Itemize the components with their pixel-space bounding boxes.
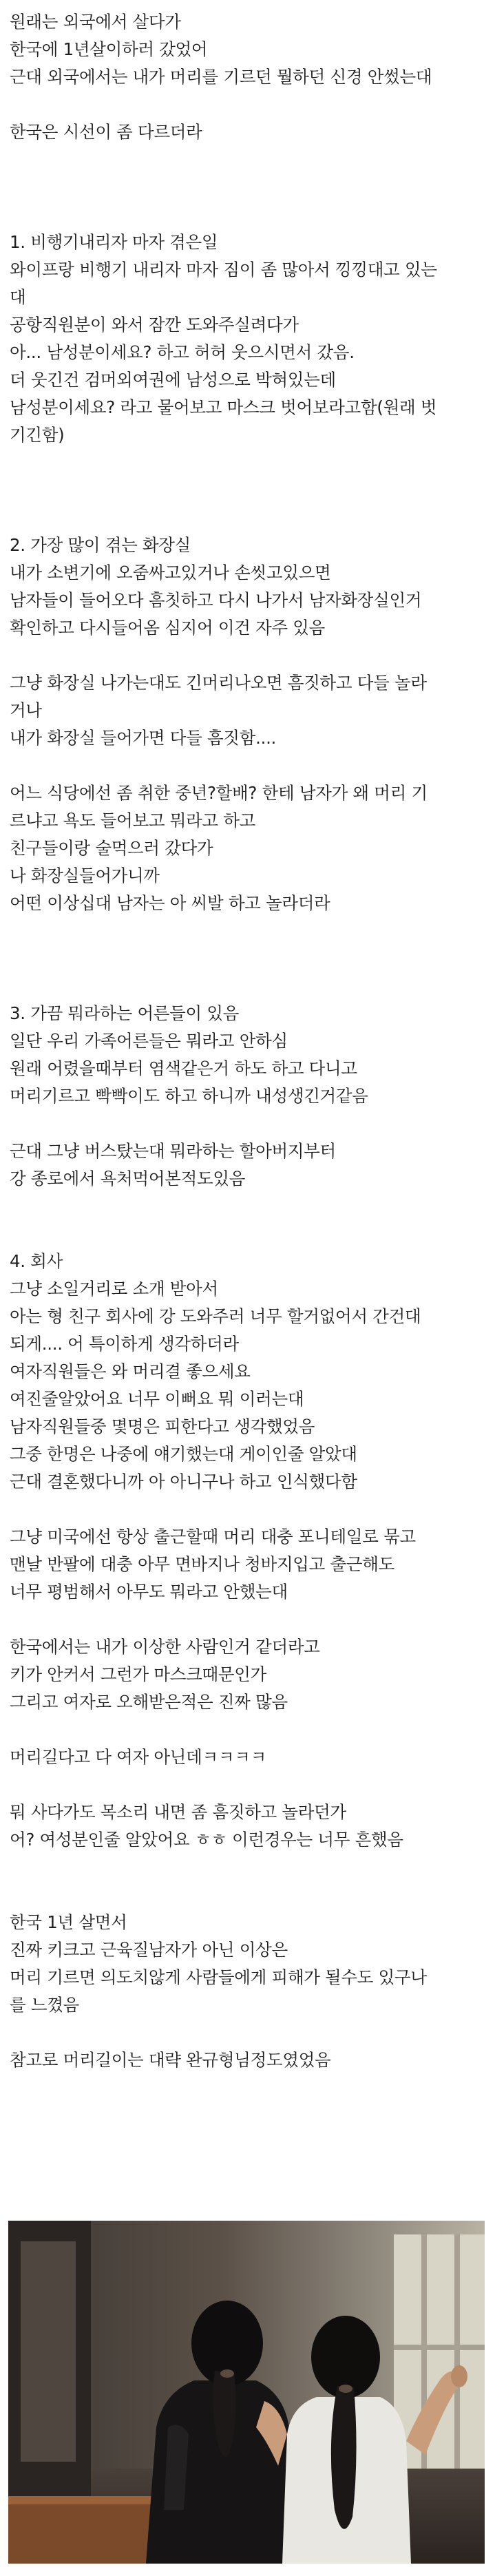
text-line: 머리 기르면 의도치않게 사람들에게 피해가 될수도 있구나 (10, 1967, 427, 1987)
text-line: 강 종로에서 욕처먹어본적도있음 (10, 1169, 246, 1188)
text-line: 내가 소변기에 오줌싸고있거나 손씻고있으면 (10, 563, 331, 583)
blank-line (10, 1771, 495, 1799)
text-line: 그냥 소일거리로 소개 받아서 (10, 1279, 218, 1299)
attached-photo (8, 2221, 485, 2564)
blank-line (10, 1606, 495, 1633)
blank-line (10, 945, 495, 972)
blank-line (10, 1110, 495, 1138)
blank-line (10, 1854, 495, 1881)
text-line: 한국 1년 살면서 (10, 1912, 127, 1932)
text-line: 너무 평범해서 아무도 뭐라고 안했는대 (10, 1582, 288, 1602)
text-line: 한국에서는 내가 이상한 사람인거 같더라고 (10, 1637, 320, 1657)
text-line: 머리기르고 빡빡이도 하고 하니까 내성생긴거같음 (10, 1086, 368, 1106)
blank-line (10, 91, 495, 118)
section-heading: 2. 가장 많이 겪는 화장실 (10, 535, 191, 555)
text-line: 키가 안커서 그런가 마스크때문인가 (10, 1664, 266, 1684)
blank-line (10, 1716, 495, 1743)
text-line: 를 느꼈음 (10, 1995, 79, 2015)
blank-line (10, 477, 495, 504)
text-line: 머리길다고 다 여자 아닌데ㅋㅋㅋㅋ (10, 1747, 266, 1767)
text-line: 거나 (10, 700, 42, 720)
text-line: 근대 외국에서는 내가 머리를 기르던 뭘하던 신경 안썼는대 (10, 67, 432, 87)
text-line: 와이프랑 비행기 내리자 마자 짐이 좀 많아서 낑낑대고 있는 (10, 260, 437, 280)
text-line: 공항직원분이 와서 잠깐 도와주실려다가 (10, 315, 299, 335)
text-line: 그중 한명은 나중에 얘기했는대 게이인줄 알았대 (10, 1444, 357, 1464)
text-line: 여진줄알았어요 너무 이뻐요 뭐 이러는대 (10, 1389, 304, 1409)
blank-line (10, 1496, 495, 1523)
blank-line (10, 1193, 495, 1220)
text-line: 남성분이세요? 라고 물어보고 마스크 벗어보라고함(원래 벗 (10, 397, 437, 417)
text-line: 남자직원들중 몇명은 피한다고 생각했었음 (10, 1416, 315, 1436)
text-line: 여자직원들은 와 머리결 좋으세요 (10, 1361, 251, 1381)
section-heading: 4. 회사 (10, 1251, 63, 1271)
text-line: 더 웃긴건 검머외여권에 남성으로 박혀있는데 (10, 370, 336, 390)
text-line: 그냥 화장실 나가는대도 긴머리나오면 흠짓하고 다들 놀라 (10, 673, 427, 693)
text-line: 나 화장실들어가니까 (10, 866, 160, 886)
text-line: 맨날 반팔에 대충 아무 면바지나 청바지입고 출근해도 (10, 1554, 394, 1574)
text-line: 뭐 사다가도 목소리 내면 좀 흠짓하고 놀라던가 (10, 1802, 346, 1822)
text-line: 되게.... 어 특이하게 생각하더라 (10, 1334, 239, 1354)
text-line: 참고로 머리길이는 대략 완규형님정도였었음 (10, 2050, 331, 2070)
text-line: 어? 여성분인줄 알았어요 ㅎㅎ 이런경우는 너무 흔했음 (10, 1830, 403, 1850)
text-line: 남자들이 들어오다 흠칫하고 다시 나가서 남자화장실인거 (10, 590, 422, 610)
blank-line (10, 752, 495, 779)
text-line: 아는 형 친구 회사에 강 도와주러 너무 할거없어서 간건대 (10, 1306, 421, 1326)
blank-line (10, 449, 495, 477)
section-heading: 3. 가끔 뭐라하는 어른들이 있음 (10, 1003, 240, 1023)
blank-line (10, 642, 495, 669)
blank-line (10, 1220, 495, 1248)
text-line: 기긴함) (10, 425, 65, 445)
text-line: 근대 결혼했다니까 아 아니구나 하고 인식했다함 (10, 1472, 357, 1491)
text-line: 어느 식당에선 좀 취한 중년?할배? 한테 남자가 왜 머리 기 (10, 783, 428, 803)
blank-line (10, 146, 495, 174)
blank-line (10, 201, 495, 229)
blank-line (10, 972, 495, 1000)
text-line: 르냐고 욕도 들어보고 뭐라고 하고 (10, 810, 256, 830)
text-line: 내가 화장실 들어가면 다들 흠짓함.... (10, 728, 277, 748)
blank-line (10, 2019, 495, 2046)
text-line: 그냥 미국에선 항상 출근할때 머리 대충 포니테일로 묶고 (10, 1527, 416, 1547)
text-line: 일단 우리 가족어른들은 뭐라고 안하심 (10, 1031, 288, 1051)
text-line: 진짜 키크고 근육질남자가 아닌 이상은 (10, 1940, 288, 1960)
blank-line (10, 174, 495, 201)
text-line: 친구들이랑 술먹으러 갔다가 (10, 838, 213, 858)
text-line: 근대 그냥 버스탔는대 뭐라하는 할아버지부터 (10, 1141, 336, 1161)
text-line: 확인하고 다시들어옴 심지어 이건 자주 있음 (10, 618, 326, 638)
text-line: 그리고 여자로 오해받은적은 진짜 많음 (10, 1692, 288, 1712)
section-heading: 1. 비행기내리자 마자 겪은일 (10, 232, 218, 252)
text-line: 원래 어렸을때부터 염색같은거 하도 하고 다니고 (10, 1058, 357, 1078)
text-line: 대 (10, 287, 26, 307)
blank-line (10, 504, 495, 532)
text-line: 원래는 외국에서 살다가 (10, 12, 181, 32)
text-line: 아... 남성분이세요? 하고 허허 웃으시면서 갔음. (10, 342, 355, 362)
blank-line (10, 917, 495, 945)
text-line: 한국에 1년살이하러 갔었어 (10, 39, 208, 59)
blank-line (10, 1881, 495, 1909)
text-line: 어떤 이상십대 남자는 아 씨발 하고 놀라더라 (10, 893, 330, 913)
text-line: 한국은 시선이 좀 다르더라 (10, 122, 202, 142)
photo-two-people-ponytails-icon (8, 2221, 485, 2564)
